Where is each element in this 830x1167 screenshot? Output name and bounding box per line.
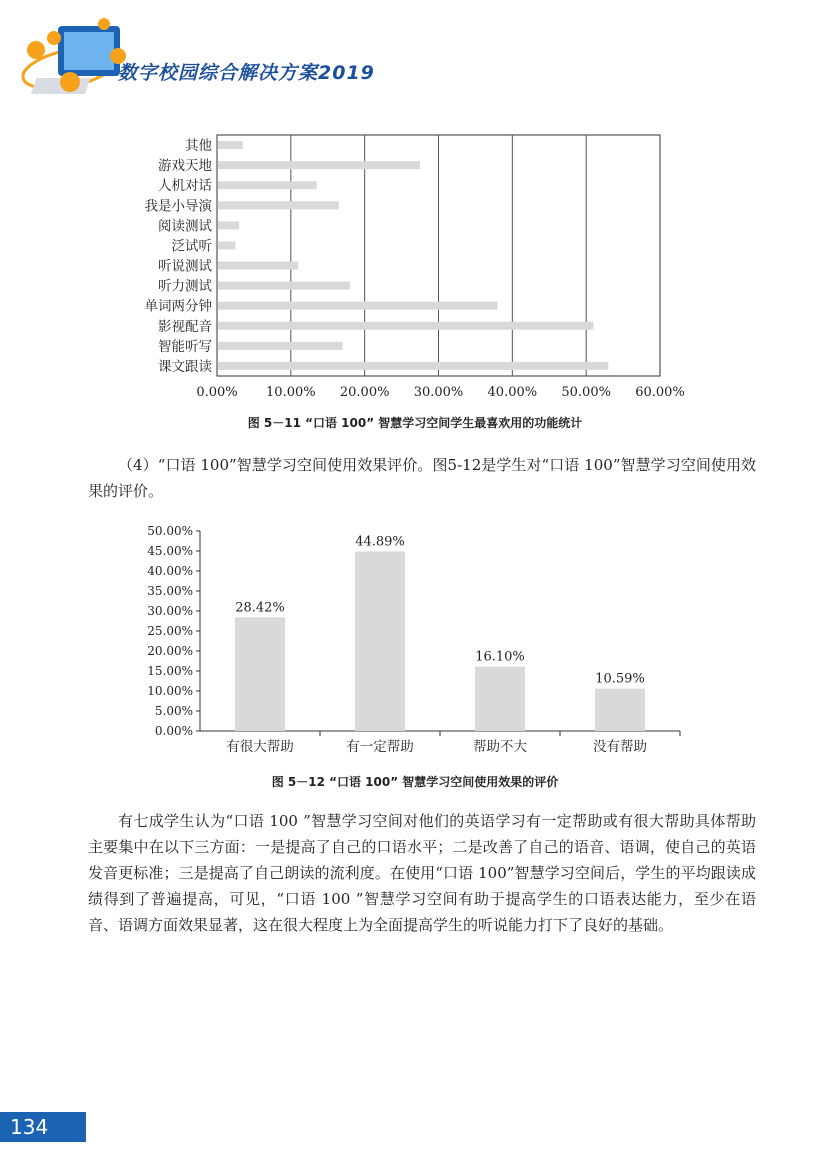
y-category-label: 我是小导演 [144,198,212,215]
y-tick-label: 10.00% [147,684,193,698]
y-tick-label: 30.00% [147,604,193,618]
x-category-label: 有很大帮助 [226,739,294,755]
x-category-label: 帮助不大 [473,739,527,755]
y-category-label: 影视配音 [158,318,212,335]
bar [218,262,298,270]
bar [218,322,594,330]
y-category-label: 其他 [185,138,212,155]
data-label: 28.42% [235,600,285,616]
y-tick-label: 20.00% [147,644,193,658]
bar [218,302,498,310]
x-tick-label: 30.00% [413,385,464,400]
y-tick-label: 40.00% [147,564,193,578]
x-tick-label: 0.00% [196,385,238,400]
bar [595,689,645,731]
paragraph-conclusion: 有七成学生认为“口语 100 ”智慧学习空间对他们的英语学习有一定帮助或有很大帮助具体帮助主要集中在以下三方面：一是提高了自己的口语水平；二是改善了自己的语音、语调，使自己的英语发音更标准；三是提高了自己朗读的流利度。在使用“口语 100”智慧学习空间后，学生的平均跟读成绩得到了普遍提高，可见，“口语 100 ”智慧学习空间有助于提高学生的口语表达能力，至少在语音、语调方面效果显著，这在很大程度上为全面提高学生的听说能力打下了良好的基础。 [88,812,756,934]
y-tick-label: 35.00% [147,584,193,598]
header-title: 数字校园综合解决方案2019 [118,62,375,84]
bar [218,141,243,149]
y-category-label: 听力测试 [158,278,212,295]
x-category-label: 有一定帮助 [346,739,414,755]
bar [218,181,317,189]
x-tick-label: 50.00% [561,385,611,400]
bar [355,551,405,731]
y-tick-label: 25.00% [147,624,193,638]
data-label: 10.59% [595,671,645,687]
y-category-label: 听说测试 [158,258,212,275]
bar [218,201,339,209]
figure2-caption: 图 5－12 “口语 100” 智慧学习空间使用效果的评价 [271,775,559,789]
page-number-badge [0,1112,86,1142]
y-tick-label: 15.00% [147,664,193,678]
y-category-label: 阅读测试 [158,218,212,235]
data-label: 44.89% [355,534,405,550]
y-category-label: 智能听写 [158,338,212,355]
bar [218,282,350,290]
y-tick-label: 0.00% [154,724,193,738]
x-category-label: 没有帮助 [593,739,647,755]
bar [218,161,420,169]
page-header [0,0,830,125]
y-category-label: 课文跟读 [158,358,212,375]
bar [218,362,608,370]
y-tick-label: 50.00% [147,524,193,538]
x-tick-label: 60.00% [635,385,685,400]
y-category-label: 泛试听 [171,238,212,255]
paragraph-intro: （4）“口语 100”智慧学习空间使用效果评价。图5-12是学生对“口语 100”智慧学习空间使用效果的评价。 [88,456,756,500]
function-usage-chart [0,125,830,410]
page-number: 134 [10,1115,49,1139]
effect-evaluation-chart [0,518,830,768]
x-tick-label: 40.00% [487,385,538,400]
bar [475,667,525,731]
bar [218,241,235,249]
x-tick-label: 20.00% [339,385,390,400]
bar [235,617,285,731]
y-category-label: 游戏天地 [158,158,212,175]
figure1-caption: 图 5－11 “口语 100” 智慧学习空间学生最喜欢用的功能统计 [247,416,583,430]
bar [218,221,239,229]
y-category-label: 人机对话 [158,178,212,195]
x-tick-label: 10.00% [266,385,316,400]
y-category-label: 单词两分钟 [144,298,212,315]
y-tick-label: 45.00% [147,544,193,558]
y-tick-label: 5.00% [154,704,193,718]
data-label: 16.10% [475,649,525,665]
bar [218,342,343,350]
